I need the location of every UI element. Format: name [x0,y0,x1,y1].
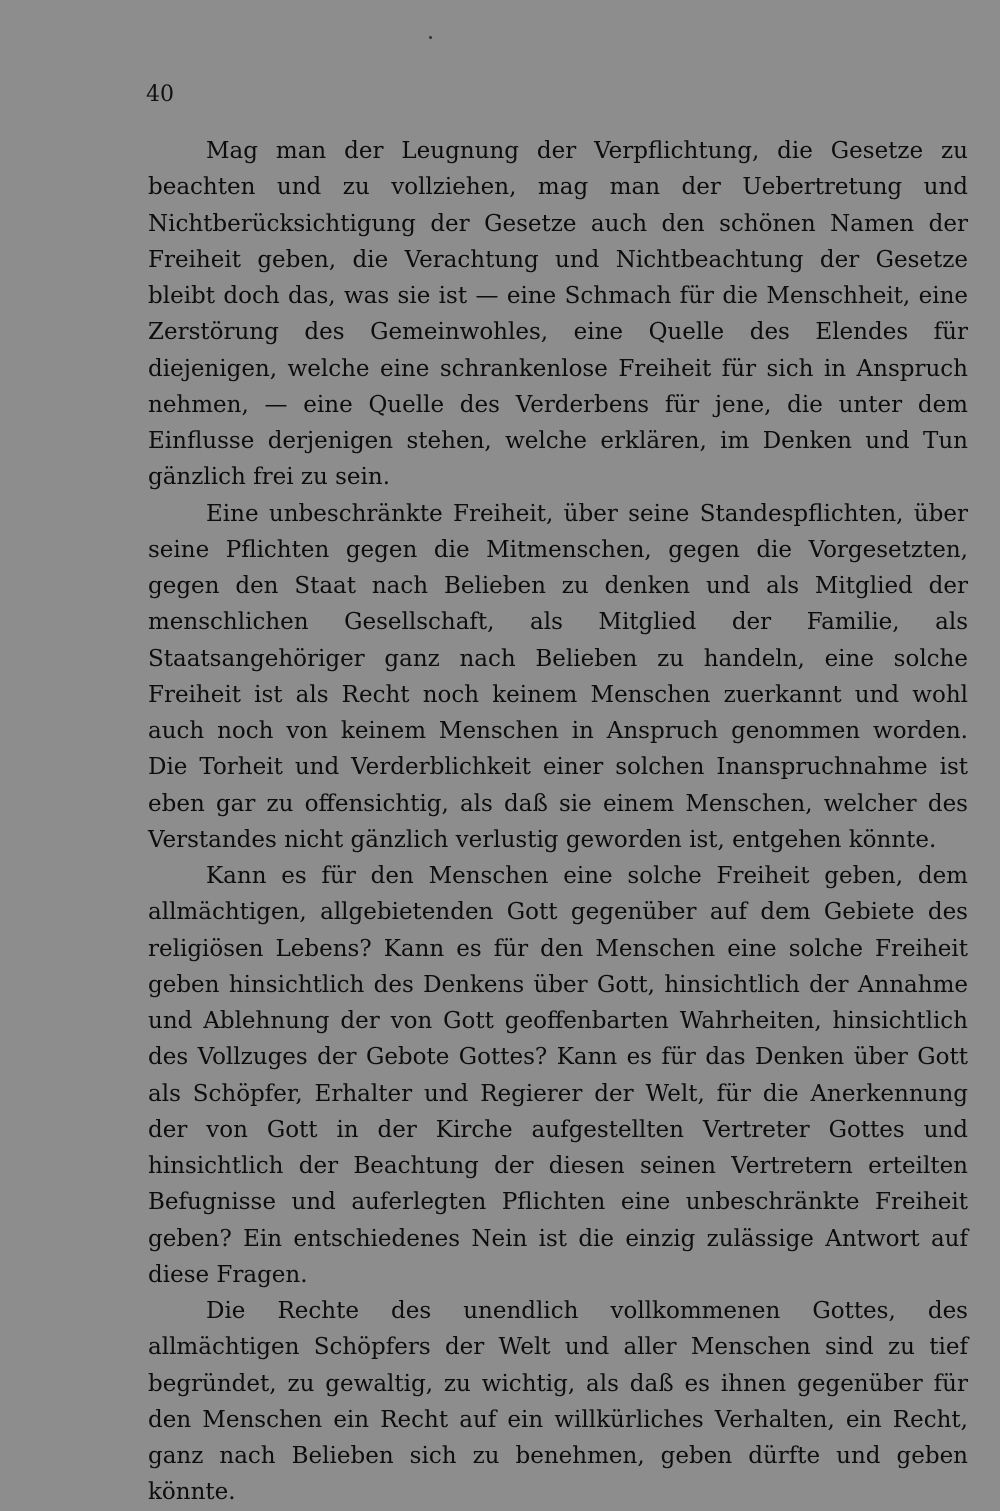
page-number: 40 [146,82,174,107]
speck-mark [429,36,432,39]
paragraph-4: Die Rechte des unendlich vollkommenen Gottes, des allmächtigen Schöpfers der Welt und aller Menschen sind zu tief begründet, zu gewaltig, zu wichtig, als daß es ihnen gegenüber für den Menschen ein Recht auf ein willkürliches Verhalten, ein Recht, ganz nach Belieben sich zu benehmen, geben dürfte und geben könnte. [148,1298,968,1506]
body-text [148,133,968,1511]
paragraph-2: Eine unbeschränkte Freiheit, über seine Standespflichten, über seine Pflichten gegen die Mitmenschen, gegen die Vorgesetzten, gegen den Staat nach Belieben zu denken und als Mitglied der menschlichen Gesellschaft, als Mitglied der Familie, als Staatsangehöriger ganz nach Belieben zu handeln, eine solche Freiheit ist als Recht noch keinem Menschen zuerkannt und wohl auch noch von keinem Menschen in Anspruch genommen worden. Die Torheit und Verderblichkeit einer solchen Inanspruchnahme ist eben gar zu offensichtig, als daß sie einem Menschen, welcher des Verstandes nicht gänzlich verlustig geworden ist, entgehen könnte. [148,500,968,853]
paragraph-1: Mag man der Leugnung der Verpflichtung, die Gesetze zu beachten und zu vollziehen, mag man der Uebertretung und Nichtberücksichtigung der Gesetze auch den schönen Namen der Freiheit geben, die Verachtung und Nichtbeachtung der Gesetze bleibt doch das, was sie ist — eine Schmach für die Menschheit, eine Zerstörung des Gemeinwohles, eine Quelle des Elendes für diejenigen, welche eine schrankenlose Freiheit für sich in Anspruch nehmen, — eine Quelle des Verderbens für jene, die unter dem Einflusse derjenigen stehen, welche erklären, im Denken und Tun gänzlich frei zu sein. [148,138,968,491]
paragraph-3: Kann es für den Menschen eine solche Freiheit geben, dem allmächtigen, allgebietenden Gott gegenüber auf dem Gebiete des religiösen Lebens? Kann es für den Menschen eine solche Freiheit geben hinsichtlich des Denkens über Gott, hinsichtlich der Annahme und Ablehnung der von Gott geoffenbarten Wahrheiten, hinsichtlich des Vollzuges der Gebote Gottes? Kann es für das Denken über Gott als Schöpfer, Erhalter und Regierer der Welt, für die Anerkennung der von Gott in der Kirche aufgestellten Vertreter Gottes und hinsichtlich der Beachtung der diesen seinen Vertretern erteilten Befugnisse und auferlegten Pflichten eine unbeschränkte Freiheit geben? Ein entschiedenes Nein ist die einzig zulässige Antwort auf diese Fragen. [148,863,968,1288]
